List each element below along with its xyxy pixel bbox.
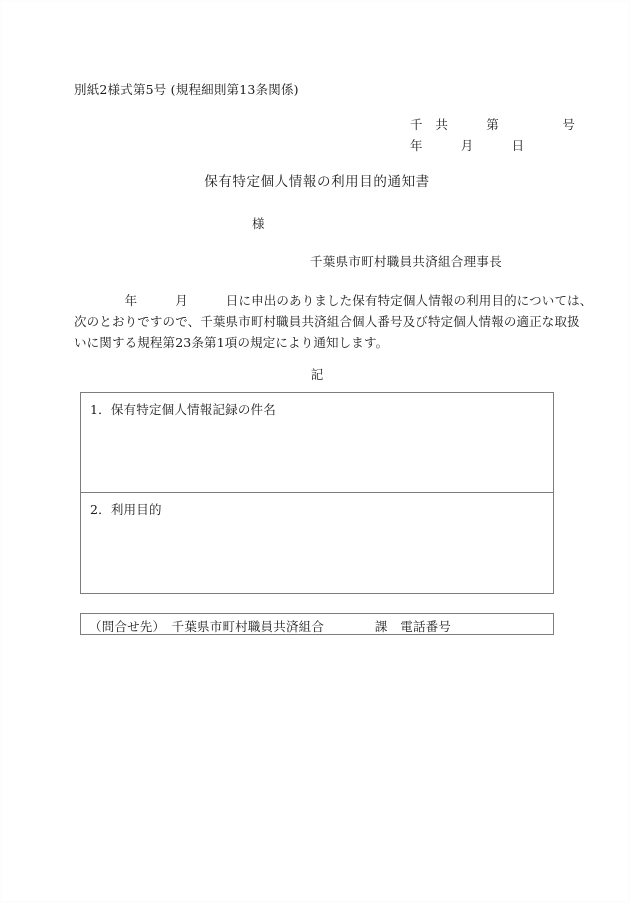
- body-line-1: 年 月 日に申出のありました保有特定個人情報の利用目的については、: [74, 293, 593, 308]
- form-number-label: 別紙2様式第5号 (規程細則第13条関係): [74, 82, 299, 97]
- body-line-2: 次のとおりですので、千葉県市町村職員共済組合個人番号及び特定個人情報の適正な取扱: [74, 314, 580, 329]
- body-line-3: いに関する規程第23条第1項の規定により通知します。: [74, 335, 389, 350]
- page-title: 保有特定個人情報の利用目的通知書: [204, 174, 430, 190]
- row-label-purpose: 2．利用目的: [90, 502, 162, 517]
- addressee-label: 様: [252, 216, 265, 231]
- table-row[interactable]: [81, 393, 553, 493]
- body-paragraph: [74, 290, 593, 353]
- ki-marker: 記: [310, 367, 324, 382]
- issuer-name: 千葉県市町村職員共済組合理事長: [310, 254, 503, 269]
- row-label-subject: 1．保有特定個人情報記録の件名: [90, 402, 276, 417]
- form-table: [80, 392, 554, 594]
- table-row[interactable]: [81, 493, 553, 593]
- document-number-line: 千 共 第 号: [410, 117, 576, 132]
- contact-text: （問合せ先） 千葉県市町村職員共済組合 課 電話番号: [89, 619, 452, 634]
- contact-box: [80, 613, 554, 635]
- document-date-line: 年 月 日: [410, 138, 525, 153]
- page-sheet: [2, 2, 628, 901]
